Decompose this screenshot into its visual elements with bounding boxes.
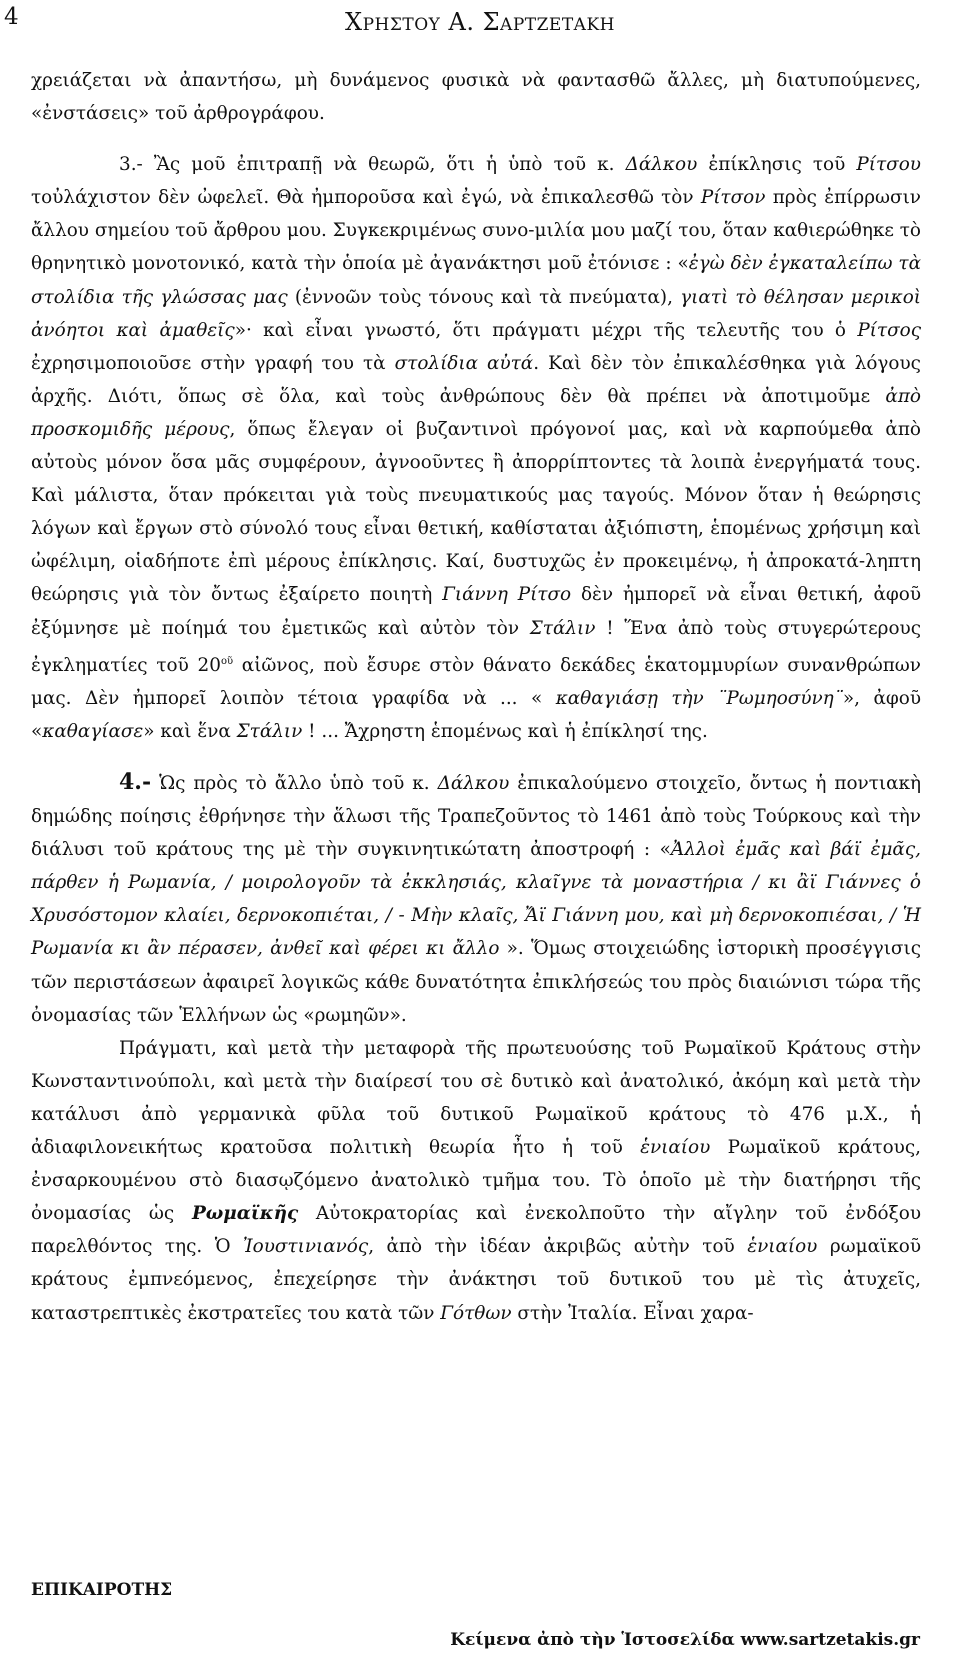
running-header: Χρηστου Α. Σαρτζετακη — [345, 8, 615, 36]
text: . Καὶ δὲν τὸν ἐπικαλέσθηκα γιὰ λόγους ἀρχῆς. Διότι, ὅπως σὲ ὅλα, καὶ τοὺς ἀνθρώπους δὲν θὰ πρέπει νὰ ἀποτιμοῦμε — [31, 352, 921, 407]
italic-text: Δάλκου — [437, 773, 510, 794]
italic-text: Ἀλλοὶ ἐμᾶς καὶ βάϊ ἐμᾶς, πάρθεν ἡ Ρωμανία, / μοιρολογοῦν τὰ ἐκκλησιάς, κλαῖγνε τὰ μοναστήρια / κι ἂϊ Γιάννες ὁ Χρυσόστομον κλαίει, δερνοκοπιέται, / - Μὴν κλαῖς, Ἄϊ Γιάννη μου, καὶ μὴ δερνοκοπιέσαι, / Ἡ Ρωμανία κι ἂν πέρασεν, ἀνθεῖ καὶ φέρει κι ἄλλο — [31, 839, 921, 960]
paragraph-1 — [31, 64, 921, 130]
italic-text: ἀπὸ προσκομιδῆς μέρους — [31, 385, 921, 440]
italic-text: γιατὶ τὸ θέλησαν μερικοὶ ἀνόητοι καὶ ἀμαθεῖς — [31, 286, 921, 341]
bold-italic-text: Ρωμαϊκῆς — [191, 1203, 299, 1225]
italic-text: καθαγιάσῃ τὴν ¨Ρωμηοσύνη¨ — [555, 687, 843, 709]
italic-text: Ἰουστινιανός — [243, 1236, 369, 1258]
paragraph-4 — [31, 1032, 921, 1330]
text: », ἀφοῦ « — [31, 687, 921, 742]
page-number: 4 — [4, 4, 19, 30]
paragraph-2 — [31, 148, 921, 748]
italic-text: Γότθων — [440, 1302, 512, 1324]
footer-publication: ΕΠΙΚΑΙΡΟΤΗΣ — [31, 1580, 173, 1600]
italic-text: καθαγίασε — [42, 720, 144, 742]
footer-source: Κείμενα ἀπὸ τὴν Ἱστοσελίδα www.sartzetakis.gr — [450, 1630, 920, 1650]
text: ἐπικαλούμενο στοιχεῖο, ὄντως ἡ ποντιακὴ δημώδης ποίησις ἐθρήνησε τὴν ἅλωσι τῆς Τραπεζοῦντος τὸ 1461 ἀπὸ τοὺς Τούρκους καὶ τὴν διάλυσι τοῦ κράτους της μὲ τὴν συγκινητικώτατη ἀποστροφή : « — [31, 773, 922, 861]
italic-text: ἑνιαίου — [747, 1236, 818, 1258]
italic-text: Στάλιν — [529, 617, 596, 639]
text: 3.- Ἂς μοῦ ἐπιτραπῇ νὰ θεωρῶ, ὅτι ἡ ὑπὸ τοῦ κ. — [119, 154, 626, 176]
text: ἐχρησιμοποιοῦσε στὴν γραφή του τὰ — [31, 352, 395, 374]
text: (ἐννοῶν τοὺς τόνους καὶ τὰ πνεύματα), — [287, 286, 681, 308]
superscript: οῦ — [220, 655, 234, 667]
text: »· καὶ εἶναι γνωστό, ὅτι πράγματι μέχρι τῆς τελευτῆς του ὁ — [234, 319, 858, 341]
italic-text: Γιάννη Ρίτσο — [442, 584, 572, 606]
text: ! Ἕνα ἀπὸ τοὺς στυγερώτερους ἐγκληματίες τοῦ 20 — [31, 617, 921, 676]
text: Ὡς πρὸς τὸ ἄλλο ὑπὸ τοῦ κ. — [151, 773, 438, 794]
text: ρωμαϊκοῦ κράτους ἐμπνεόμενος, ἐπεχείρησε τὴν ἀνάκτησι τοῦ δυτικοῦ του μὲ τὶς ἀτυχεῖς, καταστρεπτικὲς ἐκστρατεῖες του κατὰ τῶν — [31, 1236, 922, 1324]
italic-text: Ρίτσου — [856, 154, 921, 176]
text: Αὐτοκρατορίας καὶ ἐνεκολποῦτο τὴν αἴγλην τοῦ ἐνδόξου παρελθόντος της. Ὁ — [31, 1203, 922, 1258]
italic-text: Στάλιν — [236, 720, 303, 742]
text: , ὅπως ἔλεγαν οἱ βυζαντινοὶ πρόγονοί μας, καὶ νὰ καρπούμεθα ἀπὸ αὐτοὺς μόνον ὅσα μᾶς συμφέρουν, ἀγνοοῦντες ἢ ἀπορρίπτοντες τὰ λοιπὰ ἐνεργήματά τους. Καὶ μάλιστα, ὅταν πρόκειται γιὰ τοὺς πνευματικούς μας ταγούς. Μόνον ὅταν ἡ θεώρησις λόγων καὶ ἔργων στὸ σύνολό τους εἶναι θετική, καθίσταται ἀξιόπιστη, ἑπομένως χρήσιμη καὶ ὠφέλιμη, οἱαδήποτε ἐπὶ μέρους ἐπίκλησις. Καί, δυστυχῶς ἐν προκειμένῳ, ἡ ἀπροκατά-ληπτη θεώρησις γιὰ τὸν ὄντως ἐξαίρετο ποιητὴ — [31, 418, 921, 606]
text: ». Ὅμως στοιχειώδης ἱστορικὴ προσέγγισις τῶν περιστάσεων ἀφαιρεῖ λογικῶς κάθε δυνατότητα ἐπικλήσεώς του πρὸς διαιώνισι τώρα τῆς ὀνομασίας τῶν Ἑλλήνων ὡς «ρωμηῶν». — [31, 938, 921, 1026]
paragraph-3 — [31, 766, 921, 1032]
italic-text: στολίδια αὐτά — [394, 352, 534, 374]
text: στὴν Ἰταλία. Εἶναι χαρα- — [511, 1302, 754, 1324]
text: » καὶ ἕνα — [143, 720, 237, 742]
italic-text: Δάλκου — [625, 154, 698, 176]
text: Πράγματι, καὶ μετὰ τὴν μεταφορὰ τῆς πρωτευούσης τοῦ Ρωμαϊκοῦ Κράτους στὴν Κωνσταντινούπολι, καὶ μετὰ τὴν διαίρεσί του σὲ δυτικὸ καὶ ἀνατολικό, ἀκόμη καὶ μετὰ τὴν κατάλυσι ἀπὸ γερμανικὰ φῦλα τοῦ δυτικοῦ Ρωμαϊκοῦ κράτους τὸ 476 μ.Χ., ἡ ἀδιαφιλονεικήτως κρατοῦσα πολιτικὴ θεωρία ἦτο ἡ τοῦ — [31, 1037, 921, 1159]
text: ! ... Ἄχρηστη ἑπομένως καὶ ἡ ἐπίκλησί της. — [302, 720, 708, 742]
text: πρὸς ἐπίρρωσιν ἄλλου σημείου τοῦ ἄρθρου μου. Συγκεκριμένως συνο-μιλία μου μαζί του, ὅταν καθιερώθηκε τὸ θρηνητικὸ μονοτονικό, κατὰ τὴν ὁποία μὲ ἀγανάκτησι μοῦ ἐτόνισε : « — [31, 187, 921, 275]
section-number: 4.- — [119, 769, 152, 795]
italic-text: Ρίτσον — [700, 187, 766, 209]
text: αἰῶνος, ποὺ ἔσυρε στὸν θάνατο δεκάδες ἑκατομμυρίων συνανθρώπων μας. Δὲν ἠμπορεῖ λοιπὸν τέτοια γραφίδα νὰ ... « — [31, 654, 921, 709]
italic-text: ἐγὼ δὲν ἐγκαταλείπω τὰ στολίδια τῆς γλώσσας μας — [31, 253, 921, 308]
italic-text: Ρίτσος — [857, 319, 921, 341]
text: χρειάζεται νὰ ἀπαντήσω, μὴ δυνάμενος φυσικὰ νὰ φαντασθῶ ἄλλες, μὴ διατυπούμενες, «ἐνστάσεις» τοῦ ἀρθρογράφου. — [31, 70, 921, 125]
text: Ρωμαϊκοῦ κράτους, ἐνσαρκουμένου στὸ διασῳζόμενο ἀνατολικὸ τμῆμα του. Τὸ ὁποῖο μὲ τὴν διατήρησι τῆς ὀνομασίας ὡς — [31, 1137, 921, 1225]
article-body — [31, 64, 921, 1330]
italic-text: ἑνιαίου — [640, 1137, 711, 1159]
text: ἐπίκλησις τοῦ — [697, 154, 857, 176]
text: τοὐλάχιστον δὲν ὠφελεῖ. Θὰ ἠμποροῦσα καὶ ἐγώ, νὰ ἐπικαλεσθῶ τὸν — [31, 187, 701, 209]
text: , ἀπὸ τὴν ἰδέαν ἀκριβῶς αὐτὴν τοῦ — [368, 1236, 748, 1258]
text: δὲν ἠμπορεῖ νὰ εἶναι θετική, ἀφοῦ ἐξύμνησε μὲ ποίημά του ἐμετικῶς καὶ αὐτὸν τὸν — [31, 584, 921, 639]
